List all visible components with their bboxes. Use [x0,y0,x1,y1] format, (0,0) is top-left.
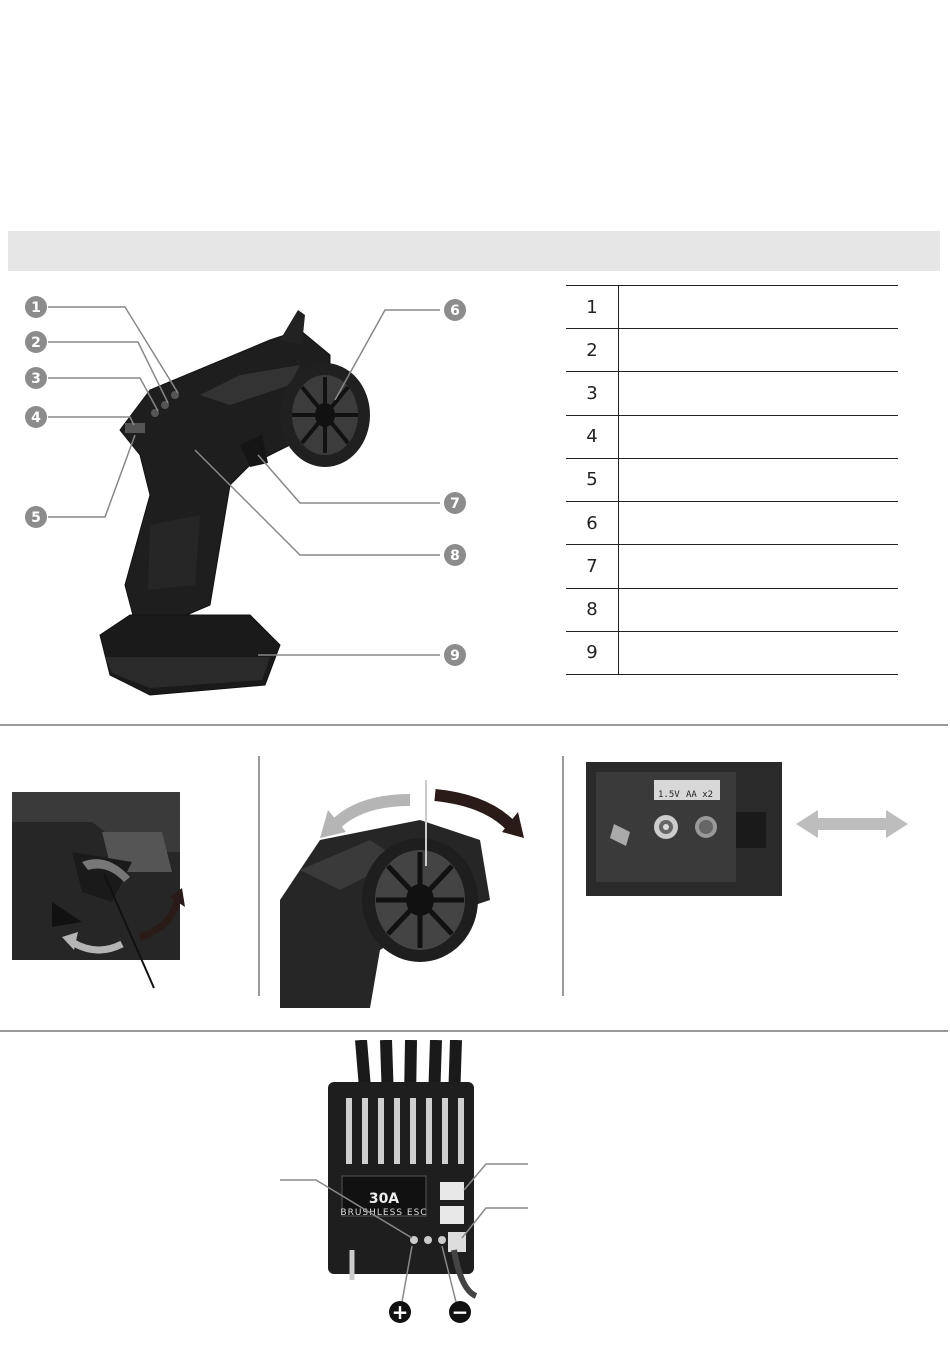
table-row [566,372,898,415]
part-number: 3 [566,372,619,415]
part-number: 4 [566,415,619,458]
table-row [566,588,898,631]
svg-text:3: 3 [31,371,41,387]
part-number: 7 [566,545,619,588]
part-description [619,631,899,674]
callout-badge-9 [444,644,466,666]
svg-text:2: 2 [31,335,41,351]
section-divider [0,724,948,726]
callout-badge-4 [25,406,47,428]
table-row [566,502,898,545]
positive-terminal-icon [389,1300,411,1324]
svg-text:7: 7 [450,496,460,512]
negative-terminal-icon [449,1300,471,1324]
svg-text:5: 5 [31,510,41,526]
steering-wheel-detail [362,838,478,962]
steering-wheel [280,363,370,467]
part-number: 2 [566,329,619,372]
parts-table [566,285,898,675]
slide-direction-arrow [796,810,908,838]
table-row [566,286,898,329]
callout-badge-7 [444,492,466,514]
turn-right-arrow [435,795,510,825]
part-description [619,329,899,372]
svg-text:BRUSHLESS ESC: BRUSHLESS ESC [340,1208,428,1218]
part-description [619,372,899,415]
callout-badge-6 [444,299,466,321]
callout-badge-2 [25,331,47,353]
transmitter-diagram [0,285,520,705]
callout-badge-1 [25,296,47,318]
callout-badge-5 [25,506,47,528]
part-number: 6 [566,502,619,545]
table-row [566,631,898,674]
callout-badge-8 [444,544,466,566]
callout-badge-3 [25,367,47,389]
table-row [566,415,898,458]
part-number: 1 [566,286,619,329]
panel-divider [258,756,260,996]
section-header-bar [8,231,940,271]
table-row [566,329,898,372]
svg-text:8: 8 [450,548,460,564]
steering-wheel-panel [280,780,540,1008]
part-description [619,588,899,631]
svg-text:1.5V: 1.5V [658,790,680,800]
turn-left-arrow [335,800,410,825]
part-number: 8 [566,588,619,631]
svg-text:9: 9 [450,648,460,664]
battery-compartment-photo [586,762,782,896]
part-description [619,545,899,588]
part-description [619,502,899,545]
svg-text:1: 1 [31,300,41,316]
table-row [566,458,898,501]
svg-text:AA x2: AA x2 [686,790,714,800]
part-description [619,415,899,458]
throttle-trigger-panel [12,792,252,992]
part-number: 5 [566,458,619,501]
antenna [280,310,305,345]
svg-text:6: 6 [450,303,460,319]
section-divider [0,1030,948,1032]
svg-text:30A: 30A [368,1191,400,1207]
esc-diagram [276,1040,536,1330]
svg-text:4: 4 [31,410,41,426]
svg-text:+: + [391,1300,409,1324]
table-row [566,545,898,588]
part-description [619,286,899,329]
part-description [619,458,899,501]
part-number: 9 [566,631,619,674]
svg-text:−: − [451,1300,469,1324]
panel-divider [562,756,564,996]
